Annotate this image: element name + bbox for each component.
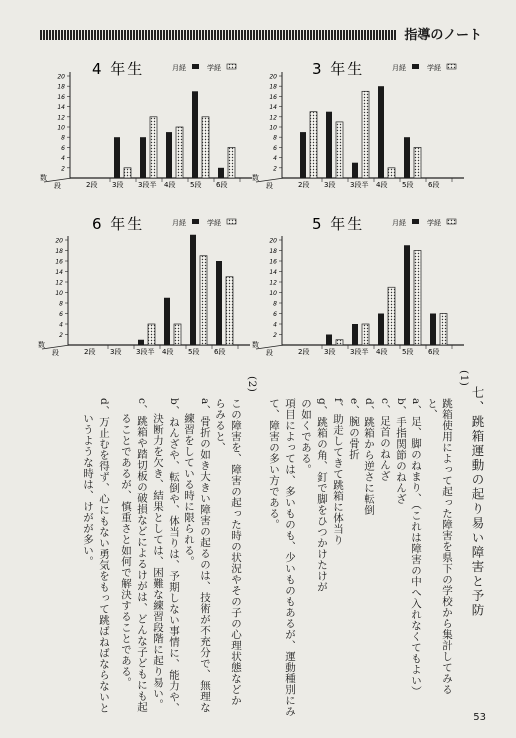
- text-column: らみると、: [214, 398, 226, 453]
- legend-monthly-label: 月経: [392, 219, 406, 227]
- legend-academic-swatch: [227, 64, 236, 69]
- bar-monthly: [352, 324, 358, 345]
- x-tick-label: 4段: [376, 348, 388, 356]
- legend-academic-label: 学経: [427, 219, 441, 227]
- bar-academic: [148, 324, 155, 345]
- bar-monthly: [378, 314, 384, 346]
- bar-monthly: [192, 91, 198, 178]
- legend-monthly-swatch: [412, 64, 419, 69]
- y-tick-label: 20: [57, 73, 65, 81]
- bar-academic: [388, 168, 395, 178]
- text-column: 跳箱使用によって起った障害を県下の学校から集計してみる: [441, 398, 453, 695]
- bar-academic: [226, 277, 233, 345]
- x-tick-label: 2段: [86, 181, 98, 189]
- bar-academic: [174, 324, 181, 345]
- header-title: 指導のノート: [404, 28, 482, 43]
- bar-monthly: [300, 132, 306, 178]
- chart-title: 3 年生: [312, 60, 365, 78]
- y-tick-label: 16: [57, 93, 65, 101]
- y-tick-label: 18: [57, 83, 65, 91]
- y-tick-label: 4: [59, 321, 63, 329]
- x-tick-label: 6段: [428, 348, 440, 356]
- y-tick-label: 18: [55, 248, 63, 255]
- chart-title: 5 年生: [312, 215, 365, 233]
- x-tick-label: 3段半: [138, 181, 157, 189]
- y-tick-label: 18: [269, 248, 277, 255]
- x-tick-label: 4段: [162, 348, 174, 356]
- y-tick-label: 2: [273, 165, 277, 173]
- y-tick-label: 2: [273, 332, 277, 339]
- bar-academic: [150, 117, 157, 178]
- legend-academic-swatch: [227, 219, 236, 224]
- text-column: 練習をしている時に限られる。: [183, 413, 195, 567]
- bar-academic: [414, 147, 421, 178]
- y-tick-label: 14: [269, 104, 277, 112]
- x-tick-label: 2段: [298, 181, 310, 189]
- x-tick-label: 5段: [190, 181, 202, 189]
- bar-monthly: [166, 132, 172, 178]
- x-tick-label: 3段: [112, 181, 124, 189]
- legend-academic-label: 学経: [207, 219, 221, 227]
- y-tick-label: 16: [55, 258, 63, 266]
- bar-academic: [414, 251, 421, 346]
- y-tick-label: 8: [273, 300, 277, 308]
- legend-academic-label: 学経: [207, 64, 221, 72]
- text-column: この障害を、障害の起った時の状況やその子の心理状態などか: [230, 398, 242, 706]
- x-tick-label: 3段半: [136, 348, 155, 356]
- y-tick-label: 2: [61, 165, 65, 173]
- text-column: (1): [458, 370, 470, 387]
- legend-monthly-swatch: [192, 64, 199, 69]
- y-tick-label: 14: [269, 269, 277, 276]
- x-tick-label: 3段半: [350, 348, 369, 356]
- section-heading: 七、跳箱運動の起り易い障害と予防: [470, 386, 485, 618]
- y-tick-label: 16: [269, 93, 277, 101]
- y-tick-label: 20: [55, 237, 63, 245]
- bar-monthly: [164, 298, 170, 345]
- bar-monthly: [404, 137, 410, 178]
- text-column: (2): [246, 376, 258, 393]
- y-tick-label: 12: [55, 279, 63, 287]
- legend-monthly-label: 月経: [172, 64, 186, 72]
- bar-academic: [388, 287, 395, 345]
- bar-academic: [336, 340, 343, 345]
- text-column: 項目によっては、多いものも、少いものもあるが、運動種別にみ: [284, 398, 296, 717]
- corner-label-count: 数: [38, 341, 45, 349]
- bar-monthly: [216, 261, 222, 345]
- legend-academic-label: 学経: [427, 64, 441, 72]
- y-tick-label: 6: [59, 311, 63, 318]
- text-column: g、跳箱の角、釘で脚をひつかけたけが: [316, 398, 328, 593]
- legend-academic-swatch: [447, 219, 456, 224]
- text-column: c、跳箱や踏切板の破損などによるけがは、どんな子どもにも起: [136, 398, 148, 713]
- bar-academic: [336, 122, 343, 178]
- corner-label-step: 段: [266, 349, 273, 357]
- page-number: 53: [473, 712, 486, 723]
- corner-label-step: 段: [266, 182, 273, 190]
- chart-3: [252, 215, 464, 357]
- text-column: d、跳箱から逆さに転倒: [363, 398, 375, 516]
- y-tick-label: 14: [57, 104, 65, 112]
- x-tick-label: 6段: [214, 348, 226, 356]
- x-tick-label: 3段: [324, 181, 336, 189]
- bar-monthly: [404, 245, 410, 345]
- y-tick-label: 4: [273, 155, 277, 163]
- x-tick-label: 5段: [402, 348, 414, 356]
- x-tick-label: 3段: [324, 348, 336, 356]
- text-column: b、手指関節のねんざ: [395, 398, 407, 505]
- x-tick-label: 5段: [188, 348, 200, 356]
- corner-label-step: 段: [54, 182, 61, 190]
- text-column: b、ねんざや、転倒や、体当りは、予期しない事情に、能力や、: [168, 398, 180, 714]
- bar-academic: [200, 256, 207, 345]
- y-tick-label: 14: [55, 269, 63, 276]
- bar-monthly: [352, 163, 358, 178]
- text-column: と、: [426, 398, 438, 420]
- bar-academic: [362, 324, 369, 345]
- chart-1: [252, 60, 464, 190]
- x-tick-label: 3段: [110, 348, 122, 356]
- legend-monthly-swatch: [192, 219, 199, 224]
- bar-monthly: [218, 168, 224, 178]
- y-tick-label: 20: [269, 237, 277, 245]
- y-tick-label: 10: [55, 290, 63, 297]
- bar-academic: [362, 91, 369, 178]
- y-tick-label: 10: [269, 290, 277, 297]
- bar-monthly: [114, 137, 120, 178]
- y-tick-label: 18: [269, 83, 277, 91]
- text-column: d、万止むを得ず、心にもない勇気をもって跳ばねばならないと: [98, 398, 110, 714]
- corner-label-count: 数: [252, 341, 259, 349]
- text-column: の如くである。: [300, 398, 312, 475]
- y-tick-label: 2: [59, 332, 63, 339]
- text-column: e、腕の骨折: [348, 398, 360, 460]
- bar-academic: [202, 117, 209, 178]
- text-column: いうような時は、けがが多い。: [82, 413, 94, 567]
- text-column: て、障害の多い方である。: [268, 398, 280, 530]
- y-tick-label: 8: [61, 134, 65, 142]
- bar-academic: [124, 168, 131, 178]
- y-tick-label: 4: [61, 155, 65, 163]
- bar-academic: [440, 314, 447, 346]
- bar-academic: [176, 127, 183, 178]
- bar-academic: [310, 112, 317, 178]
- corner-label-count: 数: [252, 174, 259, 182]
- x-tick-label: 6段: [428, 181, 440, 189]
- corner-label-count: 数: [40, 174, 47, 182]
- legend-academic-swatch: [447, 64, 456, 69]
- text-column: c、足首のねんざ: [379, 398, 391, 482]
- x-tick-label: 4段: [376, 181, 388, 189]
- y-tick-label: 12: [57, 114, 65, 122]
- y-tick-label: 12: [269, 114, 277, 122]
- y-tick-label: 10: [269, 124, 277, 132]
- bar-monthly: [326, 335, 332, 346]
- x-tick-label: 3段半: [350, 181, 369, 189]
- chart-2: [38, 215, 250, 357]
- x-tick-label: 2段: [84, 348, 96, 356]
- y-tick-label: 12: [269, 279, 277, 287]
- text-column: 決断力を欠き、結果としては、困難な練習段階に起り易い。: [152, 413, 164, 710]
- y-tick-label: 16: [269, 258, 277, 266]
- y-tick-label: 6: [273, 311, 277, 318]
- chart-title: 6 年生: [92, 215, 145, 233]
- x-tick-label: 4段: [164, 181, 176, 189]
- bar-monthly: [326, 112, 332, 178]
- legend-monthly-swatch: [412, 219, 419, 224]
- legend-monthly-label: 月経: [172, 219, 186, 227]
- x-tick-label: 5段: [402, 181, 414, 189]
- bar-monthly: [138, 340, 144, 345]
- y-tick-label: 6: [61, 144, 65, 152]
- text-column: ることであるが、慎重さと如何で解決することである。: [120, 413, 132, 688]
- text-column: a、骨折の如き大きい障害の起るのは、技術が不充分で、無理な: [199, 398, 211, 713]
- y-tick-label: 10: [57, 124, 65, 132]
- bar-monthly: [140, 137, 146, 178]
- corner-label-step: 段: [52, 349, 59, 357]
- text-column: f、助走してきて跳箱に体当り: [332, 398, 344, 546]
- legend-monthly-label: 月経: [392, 64, 406, 72]
- y-tick-label: 4: [273, 321, 277, 329]
- chart-title: 4 年生: [92, 60, 145, 78]
- y-tick-label: 6: [273, 144, 277, 152]
- bar-monthly: [430, 314, 436, 346]
- y-tick-label: 8: [273, 134, 277, 142]
- x-tick-label: 2段: [298, 348, 310, 356]
- bar-monthly: [190, 235, 196, 345]
- chart-0: [40, 60, 252, 190]
- text-column: a、足、脚のねまり、（これは障害の中へ入れなくてもよい）: [410, 398, 422, 697]
- x-tick-label: 6段: [216, 181, 228, 189]
- bar-monthly: [378, 86, 384, 178]
- y-tick-label: 8: [59, 300, 63, 308]
- y-tick-label: 20: [269, 73, 277, 81]
- bar-academic: [228, 147, 235, 178]
